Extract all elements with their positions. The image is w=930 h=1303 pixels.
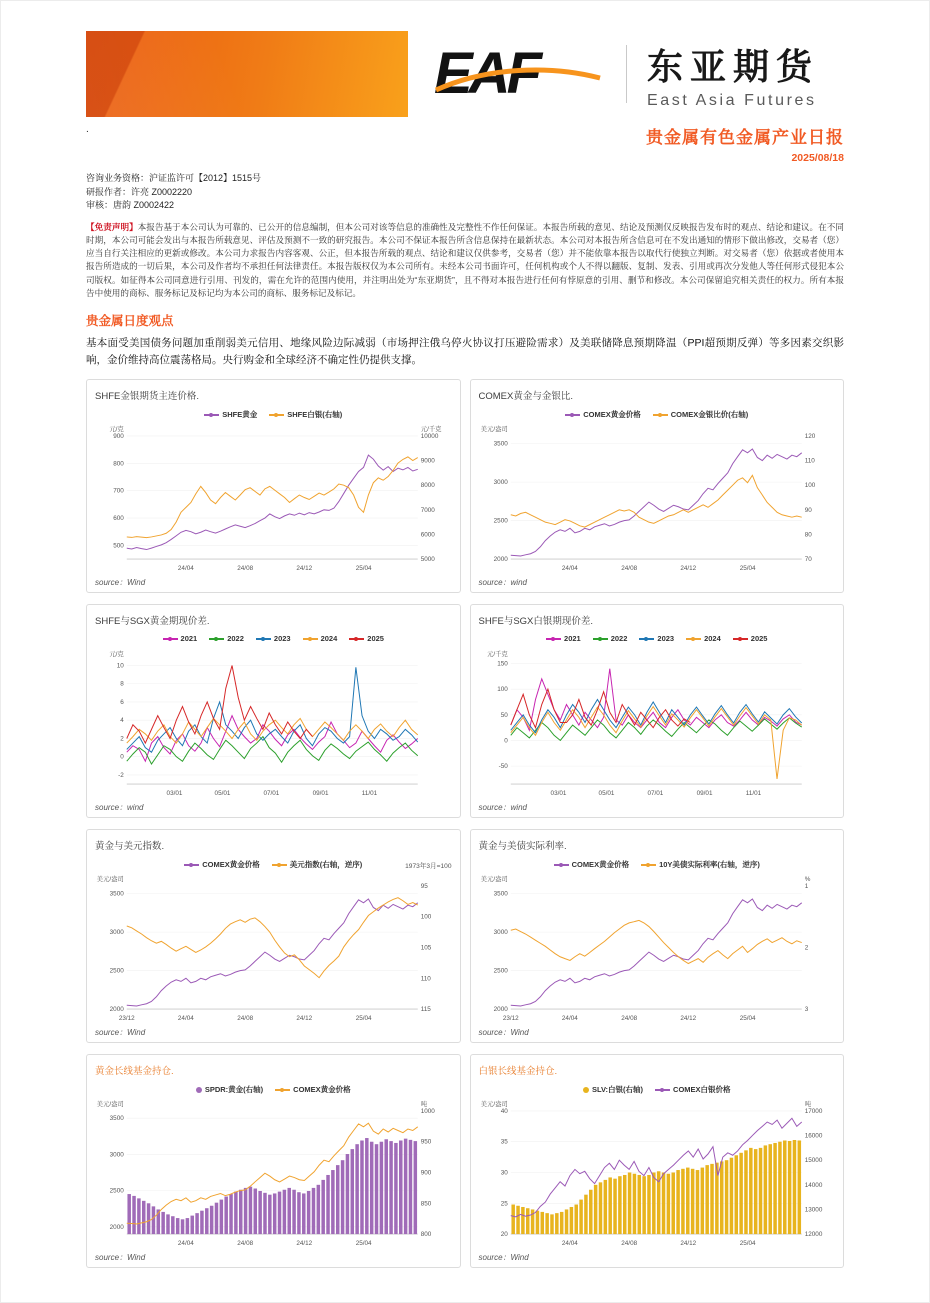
legend-line-marker [593, 638, 608, 640]
svg-text:0: 0 [120, 754, 124, 762]
chart-card-gold-fund-holdings [86, 1054, 461, 1268]
svg-text:3500: 3500 [493, 890, 508, 898]
svg-text:元/千克: 元/千克 [486, 651, 508, 659]
chart-card-gold-vs-us-real-yield [470, 829, 845, 1043]
legend-line-marker [565, 414, 580, 416]
title-block [646, 123, 844, 164]
svg-text:11/01: 11/01 [361, 790, 378, 798]
svg-text:25/04: 25/04 [355, 565, 372, 573]
svg-text:25/04: 25/04 [355, 1015, 372, 1023]
chart-card-shfe-sgx-silver-basis [470, 604, 845, 818]
legend-item [641, 859, 760, 870]
svg-text:24/04: 24/04 [561, 1015, 578, 1023]
svg-text:15000: 15000 [804, 1157, 822, 1165]
legend-item [546, 634, 581, 643]
svg-text:24/08: 24/08 [237, 1015, 254, 1023]
svg-text:7000: 7000 [420, 507, 435, 515]
chart-source: source：Wind [95, 578, 146, 588]
svg-text:美元/盎司: 美元/盎司 [96, 876, 124, 884]
svg-text:24/04: 24/04 [177, 565, 194, 573]
legend-label: SLV:白银(右轴) [591, 1085, 644, 1095]
svg-text:9000: 9000 [420, 457, 435, 465]
svg-text:2500: 2500 [493, 517, 508, 525]
svg-text:24/08: 24/08 [237, 1240, 254, 1248]
svg-text:24/04: 24/04 [177, 1240, 194, 1248]
chart-legend [477, 634, 838, 643]
svg-text:3000: 3000 [109, 1151, 124, 1159]
svg-text:2500: 2500 [109, 967, 124, 975]
svg-text:6000: 6000 [420, 531, 435, 539]
svg-text:50: 50 [500, 712, 508, 720]
chart-canvas [93, 872, 454, 1025]
legend-item [184, 859, 260, 870]
svg-text:30: 30 [500, 1169, 508, 1177]
chart-note: 1973年3月=100 [405, 863, 452, 871]
legend-label: 2025 [367, 634, 384, 644]
svg-text:3: 3 [804, 1006, 808, 1014]
chart-title: 黄金与美债实际利率. [478, 841, 567, 853]
disclaimer [86, 221, 844, 301]
chart-canvas [477, 872, 838, 1025]
svg-text:110: 110 [420, 975, 431, 983]
chart-legend [93, 634, 454, 643]
stray-dot: . [86, 124, 89, 135]
legend-line-marker [256, 638, 271, 640]
legend-item [653, 409, 749, 420]
header-divider [626, 45, 627, 103]
chart-source: source：Wind [95, 1253, 146, 1263]
svg-text:115: 115 [420, 1006, 431, 1014]
svg-text:2000: 2000 [109, 1224, 124, 1232]
svg-text:100: 100 [496, 686, 508, 694]
brand-banner [86, 31, 408, 117]
legend-item [583, 1084, 643, 1095]
company-name-en: East Asia Futures [647, 91, 817, 109]
svg-text:90: 90 [804, 507, 812, 515]
legend-item [163, 634, 198, 643]
legend-label: 美元指数(右轴，逆序) [289, 860, 363, 870]
legend-label: 2024 [704, 634, 721, 644]
disclaimer-label: 【免责声明】 [86, 221, 138, 232]
svg-text:24/12: 24/12 [296, 1240, 313, 1248]
meta-qualification: 咨询业务资格：沪证监许可【2012】1515号 [86, 173, 262, 183]
chart-legend [477, 859, 838, 870]
legend-dot-marker [583, 1087, 589, 1093]
svg-text:24/12: 24/12 [296, 565, 313, 573]
legend-line-marker [209, 638, 224, 640]
chart-canvas [477, 647, 838, 800]
svg-text:25/04: 25/04 [739, 1015, 756, 1023]
svg-text:150: 150 [496, 660, 508, 668]
svg-text:24/08: 24/08 [620, 1015, 637, 1023]
svg-text:950: 950 [420, 1139, 432, 1147]
legend-label: COMEX金银比价(右轴) [670, 410, 749, 420]
legend-line-marker [269, 414, 284, 416]
svg-text:-50: -50 [498, 763, 508, 771]
legend-line-marker [639, 638, 654, 640]
disclaimer-text: 本报告基于本公司认为可靠的、已公开的信息编制，但本公司对该等信息的准确性及完整性不作任何保证。本报告所载的意见、结论及预测仅反映报告发布时的观点、结论和建议。在不同时期，本公司可能会发出与本报告所载意见、评估及预测不一致的研究报告。本公司不保证本报告所含信息保持在最新状态。本公司对本报告所含信息可在不发出通知的情形下做出修改，交易者（您）应当自行关注相应的更新或修改。本公司力求报告内容客观、公正，但本报告所载的观点、结论和建议仅供参考，交易者（您）并不能依靠本报告以取代行使独立判断。对交易者（您）依据或者使用本报告所造成的一切后果，本公司及作者均不承担任何法律责任。本报告版权仅为本公司所有。未经本公司书面许可，任何机构或个人不得以翻版、复制、发表、引用或再次分发他人等任何形式侵犯本公司版权。如征得本公司同意进行引用、刊发的，需在允许的范围内使用，并注明出处为“东亚期货”，且不得对本报告进行任何有悖原意的引用、删节和修改。本公司保留追究相关责任的权力。所有本报告中使用的商标、服务标记及标记均为本公司的商标、服务标记及标记。 [86, 221, 844, 299]
chart-title: SHFE与SGX黄金期现价差. [95, 616, 210, 628]
svg-text:美元/盎司: 美元/盎司 [480, 1101, 508, 1109]
svg-text:元/千克: 元/千克 [420, 426, 442, 434]
chart-title: SHFE金银期货主连价格. [95, 391, 199, 403]
svg-text:2000: 2000 [493, 1006, 508, 1014]
svg-text:07/01: 07/01 [646, 790, 663, 798]
legend-line-marker [655, 1089, 670, 1091]
legend-label: COMEX黄金价格 [202, 860, 260, 870]
svg-text:10000: 10000 [420, 433, 439, 441]
svg-text:24/04: 24/04 [561, 1240, 578, 1248]
legend-line-marker [653, 414, 668, 416]
chart-title: 黄金长线基金持仓. [95, 1066, 174, 1078]
svg-text:8: 8 [120, 681, 124, 689]
svg-text:100: 100 [804, 482, 815, 490]
svg-text:2: 2 [120, 735, 124, 743]
legend-line-marker [554, 864, 569, 866]
svg-text:3500: 3500 [109, 890, 124, 898]
report-title: 贵金属有色金属产业日报 [646, 128, 844, 147]
chart-canvas [477, 422, 838, 575]
legend-label: 2021 [180, 634, 198, 644]
legend-item [209, 634, 244, 643]
report-date: 2025/08/18 [791, 152, 844, 164]
svg-text:24/12: 24/12 [296, 1015, 313, 1023]
svg-text:95: 95 [420, 883, 428, 891]
svg-text:800: 800 [113, 460, 124, 468]
svg-text:24/04: 24/04 [177, 1015, 194, 1023]
meta-reviewer: 审核：唐韵 Z0002422 [86, 200, 175, 210]
chart-legend [93, 1084, 454, 1095]
svg-text:4: 4 [120, 717, 124, 725]
svg-text:25: 25 [500, 1200, 508, 1208]
svg-text:09/01: 09/01 [312, 790, 329, 798]
svg-text:24/08: 24/08 [620, 1240, 637, 1248]
svg-text:09/01: 09/01 [696, 790, 712, 798]
legend-line-marker [184, 864, 199, 866]
legend-dot-marker [196, 1087, 202, 1093]
eaf-logo-graphic [432, 41, 604, 107]
meta-author: 研报作者：许亮 Z0002220 [86, 186, 193, 197]
company-name-block [647, 39, 844, 110]
legend-label: 2022 [227, 634, 244, 644]
svg-text:24/12: 24/12 [679, 1240, 696, 1248]
chart-title: COMEX黄金与金银比. [478, 391, 573, 403]
legend-label: 2021 [564, 634, 581, 644]
svg-text:3500: 3500 [493, 440, 508, 448]
legend-label: 2023 [273, 634, 291, 644]
svg-text:700: 700 [113, 488, 124, 496]
svg-text:25/04: 25/04 [739, 1240, 756, 1248]
svg-text:800: 800 [420, 1231, 432, 1239]
eaf-logo-text: EAF [434, 41, 538, 106]
legend-item [565, 409, 641, 420]
legend-line-marker [204, 414, 219, 416]
legend-item [204, 409, 257, 420]
chart-source: source：Wind [478, 1253, 529, 1263]
chart-card-shfe-sgx-gold-basis [86, 604, 461, 818]
company-name-cn: 东亚期货 [647, 45, 820, 87]
legend-item [593, 634, 628, 643]
eaf-logo [432, 41, 604, 107]
svg-text:1: 1 [804, 883, 808, 891]
svg-text:元/克: 元/克 [109, 426, 124, 434]
legend-label: COMEX黄金价格 [571, 860, 630, 870]
svg-text:900: 900 [420, 1169, 432, 1177]
svg-text:24/04: 24/04 [561, 565, 578, 573]
svg-text:5000: 5000 [420, 556, 435, 564]
svg-text:850: 850 [420, 1200, 432, 1208]
svg-text:13000: 13000 [804, 1206, 822, 1214]
legend-label: COMEX黄金价格 [293, 1085, 351, 1095]
svg-text:2000: 2000 [493, 556, 508, 564]
legend-item [272, 859, 363, 870]
svg-text:70: 70 [804, 556, 812, 564]
legend-item [275, 1084, 351, 1095]
legend-item [196, 1084, 263, 1095]
chart-card-silver-fund-holdings [470, 1054, 845, 1268]
svg-text:3000: 3000 [493, 929, 508, 937]
legend-label: 2022 [610, 634, 628, 644]
title-row [86, 123, 844, 164]
chart-canvas [93, 1097, 454, 1250]
section-title: 贵金属日度观点 [86, 314, 174, 329]
svg-text:900: 900 [113, 433, 124, 441]
svg-text:17000: 17000 [804, 1108, 822, 1116]
svg-text:07/01: 07/01 [263, 790, 280, 798]
svg-text:20: 20 [500, 1231, 508, 1239]
legend-line-marker [733, 638, 748, 640]
svg-text:03/01: 03/01 [166, 790, 183, 798]
svg-text:25/04: 25/04 [739, 565, 756, 573]
legend-label: SPDR:黄金(右轴) [204, 1085, 264, 1095]
chart-legend [477, 1084, 838, 1095]
legend-label: SHFE白银(右轴) [287, 410, 343, 420]
legend-line-marker [275, 1089, 290, 1091]
legend-line-marker [546, 638, 561, 640]
svg-text:105: 105 [420, 944, 432, 952]
report-header [86, 31, 844, 117]
svg-text:12000: 12000 [804, 1231, 822, 1239]
chart-title: SHFE与SGX白银期现价差. [478, 616, 594, 628]
charts-grid [86, 379, 844, 1268]
svg-text:23/12: 23/12 [502, 1015, 519, 1023]
svg-text:6: 6 [120, 699, 124, 707]
legend-line-marker [303, 638, 318, 640]
chart-legend [477, 409, 838, 420]
legend-label: 2023 [657, 634, 675, 644]
svg-text:美元/盎司: 美元/盎司 [480, 426, 508, 434]
svg-text:元/克: 元/克 [109, 651, 124, 659]
svg-text:14000: 14000 [804, 1182, 822, 1190]
svg-text:3500: 3500 [109, 1115, 124, 1123]
legend-line-marker [163, 638, 178, 640]
legend-item [733, 634, 768, 643]
svg-text:0: 0 [503, 737, 508, 745]
legend-item [269, 409, 342, 420]
legend-line-marker [349, 638, 364, 640]
svg-text:500: 500 [113, 542, 124, 550]
chart-title: 黄金与美元指数. [95, 841, 165, 853]
svg-text:110: 110 [804, 457, 815, 465]
svg-text:25/04: 25/04 [355, 1240, 372, 1248]
legend-line-marker [272, 864, 287, 866]
svg-text:40: 40 [500, 1108, 508, 1116]
svg-text:24/08: 24/08 [620, 565, 637, 573]
chart-card-shfe-gold-silver-futures-price [86, 379, 461, 593]
svg-text:16000: 16000 [804, 1132, 822, 1140]
legend-item [256, 634, 291, 643]
legend-item [639, 634, 674, 643]
svg-text:1000: 1000 [420, 1108, 435, 1116]
svg-text:-2: -2 [118, 772, 124, 780]
chart-source: source：wind [95, 803, 144, 813]
chart-legend [93, 409, 454, 420]
svg-text:吨: 吨 [804, 1101, 811, 1109]
legend-label: COMEX黄金价格 [583, 410, 641, 420]
legend-label: SHFE黄金 [222, 410, 258, 420]
chart-source: source：wind [478, 578, 527, 588]
svg-text:05/01: 05/01 [214, 790, 231, 798]
legend-label: 2024 [320, 634, 338, 644]
svg-text:2500: 2500 [109, 1187, 124, 1195]
svg-text:05/01: 05/01 [598, 790, 614, 798]
legend-item [655, 1084, 731, 1095]
svg-text:35: 35 [500, 1139, 508, 1147]
chart-source: source：wind [478, 803, 527, 813]
svg-text:2000: 2000 [109, 1006, 124, 1014]
svg-text:11/01: 11/01 [745, 790, 761, 798]
chart-card-comex-gold-and-gold-silver-ratio [470, 379, 845, 593]
svg-text:24/08: 24/08 [237, 565, 254, 573]
chart-canvas [477, 1097, 838, 1250]
chart-source: source：Wind [478, 1028, 529, 1038]
meta-block [86, 172, 844, 213]
legend-item [686, 634, 721, 643]
svg-text:美元/盎司: 美元/盎司 [480, 876, 508, 884]
legend-item [554, 859, 630, 870]
legend-label: COMEX白银价格 [673, 1085, 731, 1095]
svg-text:2500: 2500 [493, 967, 508, 975]
svg-text:10: 10 [116, 662, 124, 670]
svg-text:8000: 8000 [420, 482, 435, 490]
svg-text:24/12: 24/12 [679, 1015, 696, 1023]
svg-text:600: 600 [113, 515, 124, 523]
svg-text:80: 80 [804, 531, 812, 539]
legend-line-marker [686, 638, 701, 640]
legend-line-marker [641, 864, 656, 866]
chart-source: source：Wind [95, 1028, 146, 1038]
svg-text:2: 2 [804, 944, 808, 952]
svg-text:吨: 吨 [420, 1101, 428, 1109]
svg-text:%: % [804, 876, 810, 884]
legend-item [303, 634, 338, 643]
svg-text:120: 120 [804, 433, 815, 441]
svg-text:03/01: 03/01 [550, 790, 566, 798]
svg-text:3000: 3000 [109, 929, 124, 937]
chart-card-gold-vs-dollar-index [86, 829, 461, 1043]
svg-text:美元/盎司: 美元/盎司 [96, 1101, 124, 1109]
legend-label: 2025 [750, 634, 768, 644]
chart-canvas [93, 422, 454, 575]
chart-canvas [93, 647, 454, 800]
chart-title: 白银长线基金持仓. [478, 1066, 558, 1078]
legend-label: 10Y美债实际利率(右轴，逆序) [659, 860, 760, 870]
chart-legend [93, 859, 454, 870]
opinion-text: 基本面受美国债务问题加重削弱美元信用、地缘风险边际减弱（市场押注俄乌停火协议打压避险需求）及美联储降息预期降温（PPI超预期反弹）等多因素交织影响，金价维持高位震荡格局。央行购金和全球经济不确定性仍提供支撑。 [86, 337, 844, 367]
legend-item [349, 634, 384, 643]
svg-text:3000: 3000 [493, 479, 508, 487]
svg-text:23/12: 23/12 [118, 1015, 135, 1023]
svg-text:100: 100 [420, 914, 432, 922]
svg-text:24/12: 24/12 [679, 565, 696, 573]
